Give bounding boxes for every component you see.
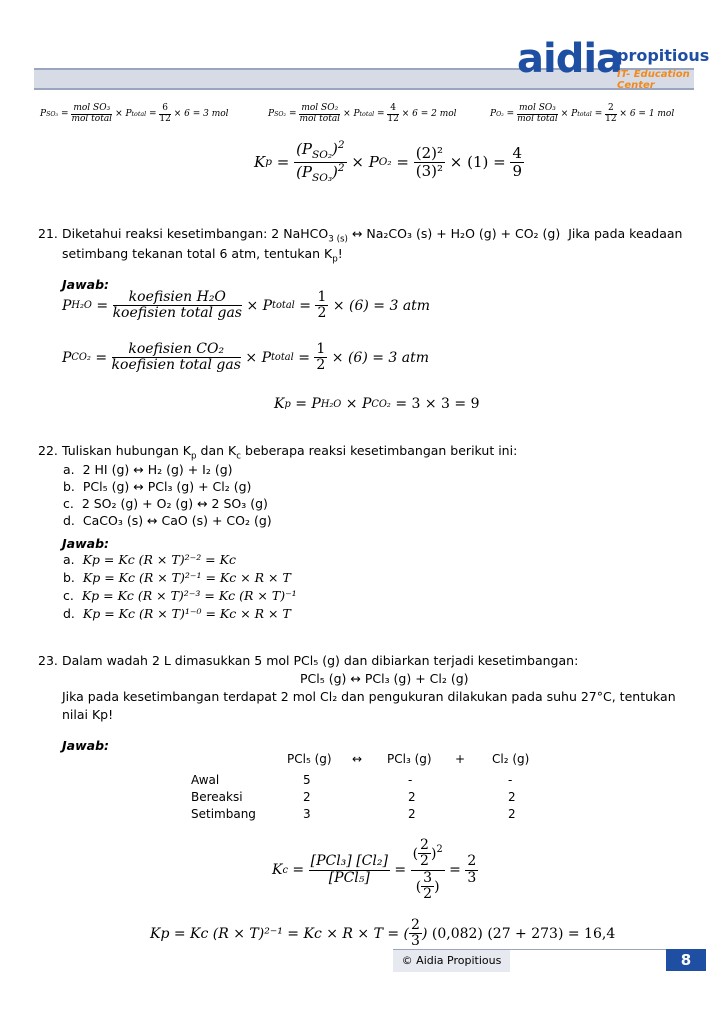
question-22: 22. Tuliskan hubungan $K_p$ dan $K_c$ beberapa reaksi kesetimbangan berikut ini: [38,443,518,462]
footer-copyright: © Aidia Propitious [393,949,510,972]
q22-answer: a. Kp = Kc (R × T)²⁻² = Kc [63,552,236,567]
q21-eq-kp: K p = P H₂O × P CO₂ = 3 × 3 = 9 [274,396,480,412]
q21-answer-label: Jawab: [62,277,110,292]
table-row-label: Bereaksi [191,790,243,804]
q23-answer-label: Jawab: [62,738,110,753]
table-row-label: Awal [191,773,220,787]
formula-p-o2: P O₂ = $\frac{\text{mol SO₃}}{\text{mol total}}$ × P total = $\frac{2}{12}$ × 6 = 1 mol [490,103,675,124]
table-header-arrow: ↔ [352,752,363,766]
formula-kp-so3: K p = $\frac{(P_{SO_2})^2}{(P_{SO_3})^2}$ × P O₂ = $\frac{\text{(2)²}}{\text{(3)²}}$ × (1) = $\frac{4}{9}$ [254,139,523,184]
q22-answer: c. Kp = Kc (R × T)²⁻³ = Kc (R × T)⁻¹ [63,588,297,603]
table-cell: - [408,773,413,787]
table-cell: 5 [303,773,311,787]
q23-kc-formula: K c = $\frac{\text{[PCl₃] [Cl₂]}}{\text{[PCl₅]}}$ = ( $\frac{2}{2}$ )$^2$ ( $\frac{3}{2}$ ) = $\frac{2}{3}$ [272,837,477,903]
q21-eq-ph2o: P H₂O = $\frac{\text{koefisien H₂O}}{\text{koefisien total gas}}$ × P total = $\frac{1}{2}$ × (6) = 3 atm [62,289,431,322]
table-header-plus: + [455,752,466,766]
q22-item: c. 2 SO₂ (g) + O₂ (g) ↔ 2 SO₃ (g) [63,496,268,511]
table-cell: 3 [303,807,311,821]
q22-answer: d. Kp = Kc (R × T)¹⁻⁰ = Kc × R × T [63,606,291,621]
footer-rule [510,949,666,950]
q23-line4: nilai Kp! [62,707,114,722]
question-23: 23. Dalam wadah 2 L dimasukkan 5 mol PCl₅ (g) dan dibiarkan terjadi kesetimbangan: [38,653,579,668]
logo-main: aidia [517,36,623,82]
aidia-logo [517,34,710,91]
table-header-pcl3: PCl₃ (g) [387,752,432,766]
table-cell: 2 [408,807,416,821]
table-cell: 2 [408,790,416,804]
page-number: 8 [666,949,706,971]
question-21: 21. Diketahui reaksi kesetimbangan: 2 NaHCO$_{3 (s)}$ ↔ Na₂CO₃ (s) + H₂O (g) + CO₂ (g) Jika pada keadaan [38,226,683,245]
q22-item: b. PCl₅ (g) ↔ PCl₃ (g) + Cl₂ (g) [63,479,252,494]
q22-answer: b. Kp = Kc (R × T)²⁻¹ = Kc × R × T [63,570,291,585]
table-cell: 2 [508,807,516,821]
logo-tag: IT- Education Center [617,69,690,91]
formula-p-so3: P SO₃ = $\frac{\text{mol SO₃}}{\text{mol total}}$ × P total = $\frac{6}{12}$ × 6 = 3 mol [40,103,229,124]
question-21-line2: setimbang tekanan total 6 atm, tentukan $K_p$! [62,246,343,265]
q22-answer-label: Jawab: [62,536,110,551]
table-header-cl2: Cl₂ (g) [492,752,530,766]
table-header-pcl5: PCl₅ (g) [287,752,332,766]
q22-item: a. 2 HI (g) ↔ H₂ (g) + I₂ (g) [63,462,233,477]
q21-eq-pco2: P CO₂ = $\frac{\text{koefisien CO₂}}{\text{koefisien total gas}}$ × P total = $\frac{1}{2}$ × (6) = 3 atm [62,341,430,374]
logo-sub: propitious [617,46,710,65]
table-cell: 2 [303,790,311,804]
q23-line3: Jika pada kesetimbangan terdapat 2 mol Cl₂ dan pengukuran dilakukan pada suhu 27°C, tentukan [62,689,676,704]
q23-kp-formula: Kp = Kc (R × T)²⁻¹ = Kc × R × T = ( $\frac{2}{3}$ ) (0,082) (27 + 273) = 16,4 [150,917,616,950]
table-row-label: Setimbang [191,807,256,821]
table-cell: - [508,773,513,787]
table-cell: 2 [508,790,516,804]
formula-p-so2: P SO₂ = $\frac{\text{mol SO₂}}{\text{mol total}}$ × P total = $\frac{4}{12}$ × 6 = 2 mol [268,103,457,124]
q22-item: d. CaCO₃ (s) ↔ CaO (s) + CO₂ (g) [63,513,272,528]
q23-reaction: PCl₅ (g) ↔ PCl₃ (g) + Cl₂ (g) [300,671,469,686]
